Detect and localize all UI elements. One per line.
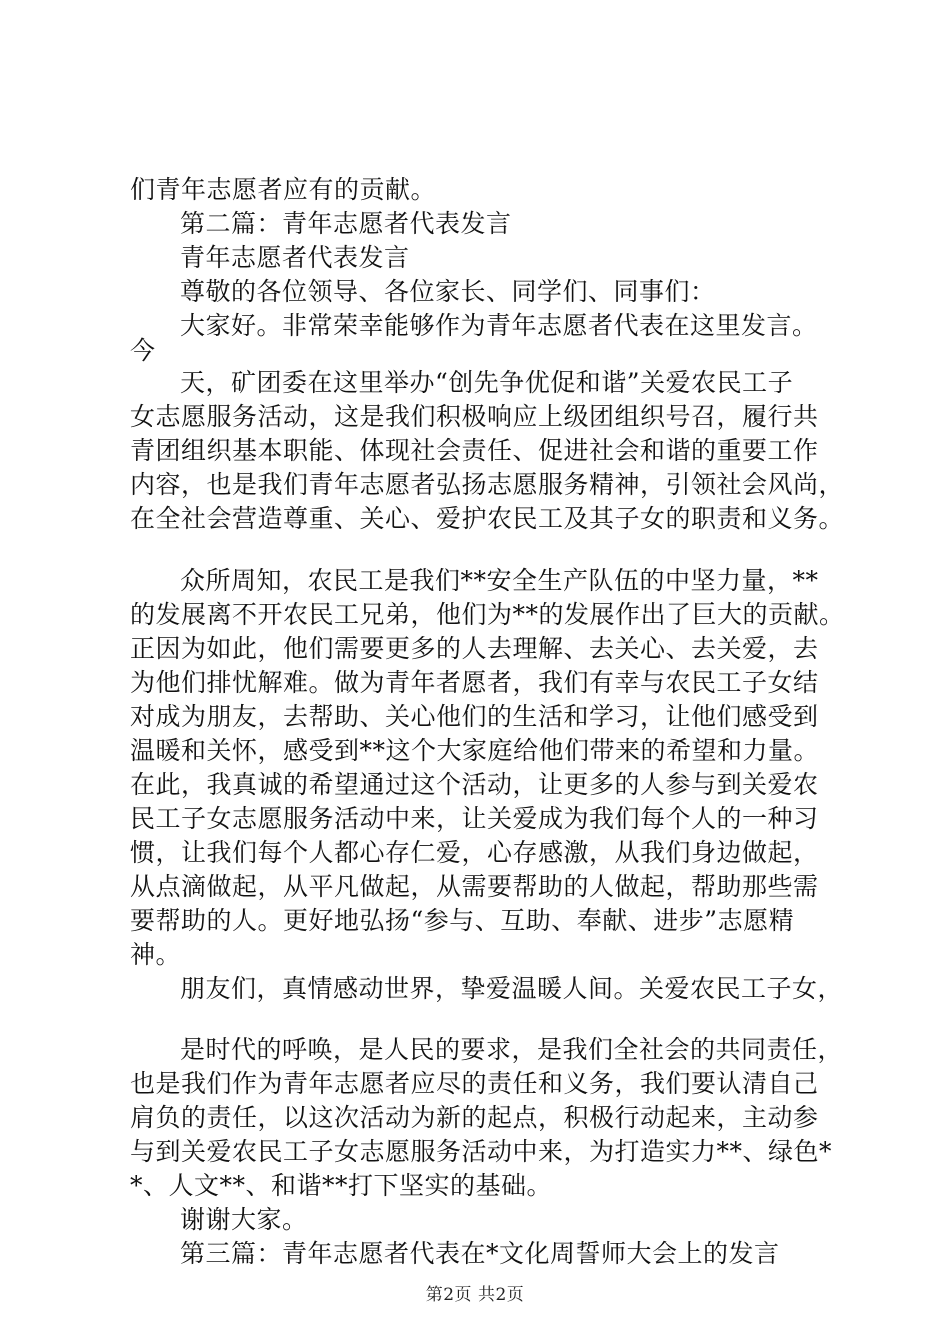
text-line: 神。 xyxy=(130,940,182,969)
text-line: 对成为朋友，去帮助、关心他们的生活和学习，让他们感受到 xyxy=(130,702,819,731)
text-line: 从点滴做起，从平凡做起，从需要帮助的人做起，帮助那些需 xyxy=(130,872,819,901)
text-line: 天，矿团委在这里举办“创先争优促和谐”关爱农民工子 xyxy=(180,368,794,397)
text-line: 青团组织基本职能、体现社会责任、促进社会和谐的重要工作 xyxy=(130,436,819,465)
text-line: 们青年志愿者应有的贡献。 xyxy=(130,175,437,204)
text-line: 在此，我真诚的希望通过这个活动，让更多的人参与到关爱农 xyxy=(130,770,819,799)
text-line: 民工子女志愿服务活动中来，让关爱成为我们每个人的一种习 xyxy=(130,804,819,833)
text-line: 大家好。非常荣幸能够作为青年志愿者代表在这里发言。 xyxy=(180,311,818,340)
section-heading: 第三篇：青年志愿者代表在*文化周誓师大会上的发言 xyxy=(180,1239,780,1268)
section-heading: 第二篇：青年志愿者代表发言 xyxy=(180,209,512,238)
text-line: *、人文**、和谐**打下坚实的基础。 xyxy=(130,1171,553,1200)
speech-title: 青年志愿者代表发言 xyxy=(180,243,410,272)
text-line: 要帮助的人。更好地弘扬“参与、互助、奉献、进步”志愿精 xyxy=(130,906,795,935)
text-line: 正因为如此，他们需要更多的人去理解、去关心、去关爱，去 xyxy=(130,634,819,663)
text-line: 惯，让我们每个人都心存仁爱，心存感激，从我们身边做起， xyxy=(130,838,819,867)
text-line: 肩负的责任，以这次活动为新的起点，积极行动起来，主动参 xyxy=(130,1103,819,1132)
text-line: 温暖和关怀，感受到**这个大家庭给他们带来的希望和力量。 xyxy=(130,736,820,765)
page-number: 第2页 共2页 xyxy=(425,1285,525,1305)
text-line: 内容，也是我们青年志愿者弘扬志愿服务精神，引领社会风尚， xyxy=(130,470,845,499)
text-line: 众所周知，农民工是我们**安全生产队伍的中坚力量，** xyxy=(180,566,819,595)
text-line: 女志愿服务活动，这是我们积极响应上级团组织号召，履行共 xyxy=(130,402,819,431)
text-line: 的发展离不开农民工兄弟，他们为**的发展作出了巨大的贡献。 xyxy=(130,600,845,629)
text-line: 也是我们作为青年志愿者应尽的责任和义务，我们要认清自己 xyxy=(130,1069,819,1098)
text-line: 朋友们，真情感动世界，挚爱温暖人间。关爱农民工子女， xyxy=(180,974,844,1003)
salutation: 尊敬的各位领导、各位家长、同学们、同事们： xyxy=(180,277,716,306)
closing-line: 谢谢大家。 xyxy=(180,1205,308,1234)
text-line: 为他们排忧解难。做为青年者愿者，我们有幸与农民工子女结 xyxy=(130,668,819,697)
text-line: 与到关爱农民工子女志愿服务活动中来，为打造实力**、绿色* xyxy=(130,1137,833,1166)
text-line: 在全社会营造尊重、关心、爱护农民工及其子女的职责和义务。 xyxy=(130,504,845,533)
text-line: 是时代的呼唤，是人民的要求，是我们全社会的共同责任， xyxy=(180,1035,844,1064)
text-line: 今 xyxy=(130,336,156,365)
